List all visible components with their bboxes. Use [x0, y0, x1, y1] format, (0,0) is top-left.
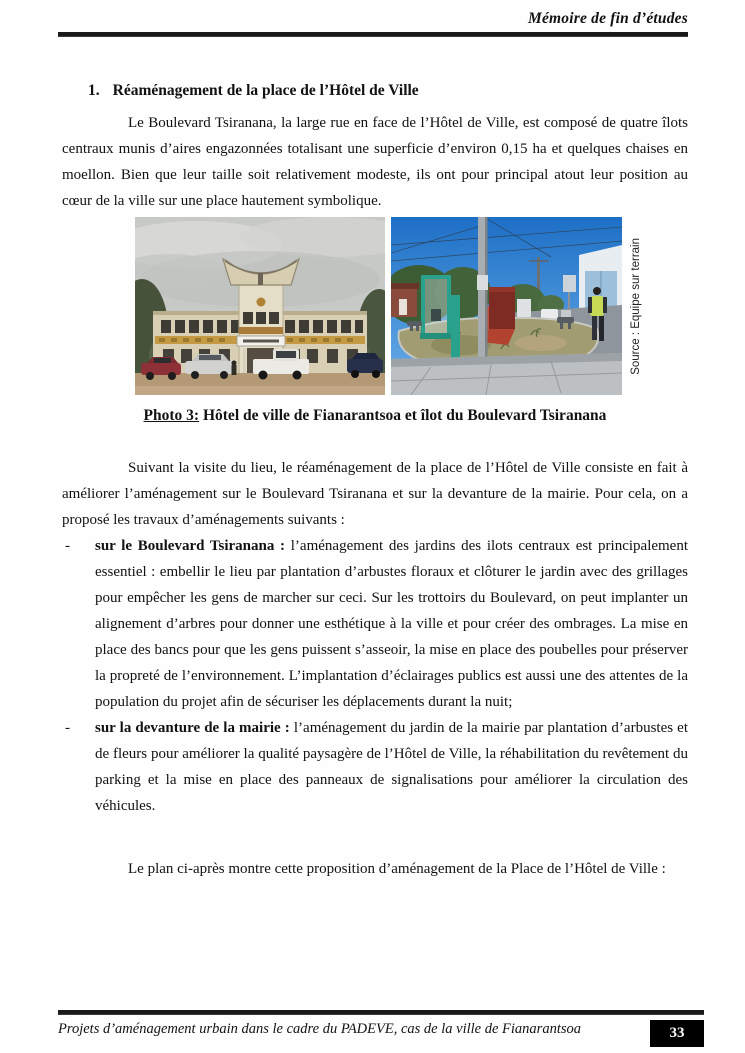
list-item-mairie	[62, 715, 688, 819]
header-title: Mémoire de fin d’études	[527, 10, 688, 27]
page-header	[58, 10, 688, 37]
photo-caption-label: Photo 3:	[143, 407, 200, 424]
footer-row	[58, 1018, 704, 1047]
section-number: 1.	[88, 82, 100, 99]
photo-source-note: Source : Equipe sur terrain	[630, 237, 642, 375]
page-number: 33	[650, 1020, 704, 1047]
list-item-text: l’aménagement des jardins des ilots centraux est principalement essentiel : embellir le lieu par plantation d’arbustes floraux et clôturer le jardin avec des grillages pour empêcher les gens de marcher sur ceci. Sur les trottoirs du Boulevard, on peut implanter un alignement d’arbres pour donner une esthétique à la ville et pour créer des ombrages. La mise en place des bancs pour que les gens puissent s’asseoir, la mise en place des poubelles pour préserver la propreté de l’environnement. L’implantation d’éclairages publics est aussi une des attentes de la population du projet afin de sécuriser les déplacements durant la nuit;	[95, 538, 689, 710]
section-title: Réaménagement de la place de l’Hôtel de Ville	[112, 82, 419, 99]
footer-rule	[58, 1010, 704, 1015]
pedestrian	[232, 361, 237, 376]
source-note-wrap	[630, 217, 642, 395]
paragraph-intro: Le Boulevard Tsiranana, la large rue en face de l’Hôtel de Ville, est composé de quatre îlots centraux munis d’aires engazonnées totalisant une superficie d’environ 0,15 ha et quelques chaises en moellon. Bien que leur taille soit relativement modeste, ils ont pour principal atout leur position au cœur de la ville sur une place hautement symbolique.	[62, 115, 688, 209]
footer-text: Projets d’aménagement urbain dans le cadre du PADEVE, cas de la ville de Fianarantsoa	[58, 1021, 581, 1037]
list-item-boulevard	[62, 533, 688, 715]
list-dash: -	[65, 720, 70, 736]
main-content	[62, 80, 688, 882]
photo-hotel-de-ville	[135, 217, 385, 395]
list-item-text: l’aménagement du jardin de la mairie par plantation d’arbustes et de fleurs pour améliorer la qualité paysagère de l’Hôtel de Ville, la réhabilitation du revêtement du parking et la mise en place des panneaux de signalisations pour améliorer la circulation des véhicules.	[95, 720, 688, 814]
list-item-lead: sur le Boulevard Tsiranana :	[95, 538, 286, 554]
header-rule	[58, 32, 688, 37]
list-item-lead: sur la devanture de la mairie :	[95, 720, 290, 736]
photo-ilot-tsiranana	[391, 217, 622, 395]
photo-caption	[62, 407, 688, 425]
figure-photo-3	[62, 217, 688, 425]
proposal-list	[62, 533, 688, 819]
page-footer	[58, 1006, 704, 1047]
section-heading	[88, 80, 688, 102]
photo-caption-text: Hôtel de ville de Fianarantsoa et îlot du Boulevard Tsiranana	[202, 407, 607, 424]
paragraph-closing: Le plan ci-après montre cette proposition d’aménagement de la Place de l’Hôtel de Ville :	[128, 861, 666, 877]
list-dash: -	[65, 538, 70, 554]
paragraph-after-photo: Suivant la visite du lieu, le réaménagement de la place de l’Hôtel de Ville consiste en fait à améliorer l’aménagement sur le Boulevard Tsiranana et sur la devanture de la mairie. Pour cela, on a proposé les travaux d’aménagements suivants :	[62, 460, 688, 528]
photo-row	[135, 217, 688, 395]
